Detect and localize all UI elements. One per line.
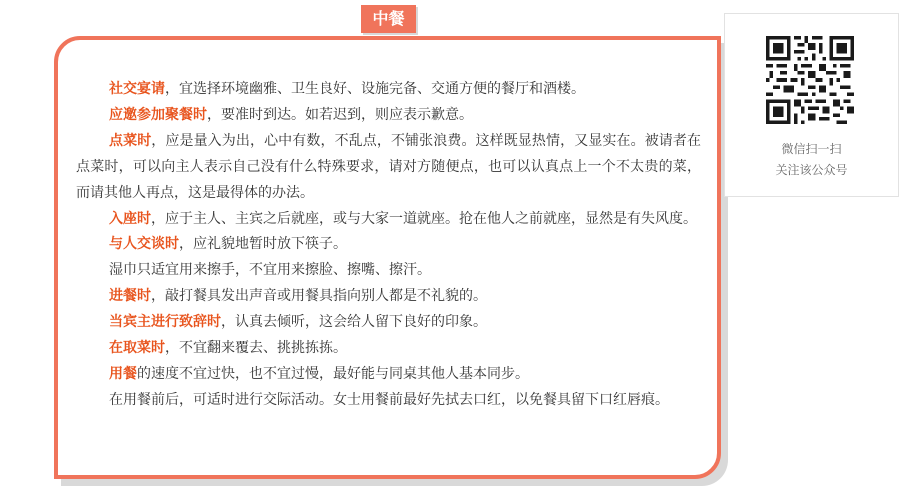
paragraph <box>76 284 701 310</box>
qr-panel <box>724 13 899 197</box>
qr-code-icon <box>766 36 854 124</box>
paragraph-keyword: 入座时 <box>109 210 151 227</box>
paragraph <box>76 103 701 129</box>
paragraph-text: ，不宜翻来覆去、挑挑拣拣。 <box>165 340 347 357</box>
paragraph <box>76 336 701 362</box>
qr-caption-line1: 微信扫一扫 <box>781 142 842 156</box>
article-body <box>76 77 701 414</box>
paragraph-keyword: 当宾主进行致辞时 <box>109 314 221 331</box>
paragraph-text: ，宜选择环境幽雅、卫生良好、设施完备、交通方便的餐厅和酒楼。 <box>165 81 585 97</box>
paragraph-text: ，应是量入为出，心中有数，不乱点，不铺张浪费。这样既显热情，又显实在。被请者在点菜时，可以向主人表示自己没有什么特殊要求，请对方随便点，也可以认真点上一个不太贵的菜，而请其他人再点，这是最得体的办法。 <box>76 132 702 201</box>
section-tab: 中餐 <box>361 5 416 33</box>
paragraph-text: 在用餐前后，可适时进行交际活动。女士用餐前最好先拭去口红，以免餐具留下口红唇痕。 <box>109 391 669 408</box>
paragraph <box>76 77 701 103</box>
paragraph <box>76 232 701 258</box>
content-card <box>54 36 721 479</box>
paragraph <box>76 207 701 233</box>
paragraph-text: ，应于主人、主宾之后就座，或与大家一道就座。抢在他人之前就座，显然是有失风度。 <box>151 210 697 227</box>
paragraph-keyword: 在取菜时 <box>109 340 165 357</box>
paragraph-text: ，要准时到达。如若迟到，则应表示歉意。 <box>207 106 473 123</box>
paragraph-keyword: 点菜时 <box>109 132 152 149</box>
paragraph <box>76 388 701 414</box>
paragraph <box>76 129 701 207</box>
paragraph-text: ，应礼貌地暂时放下筷子。 <box>179 236 347 253</box>
paragraph <box>76 310 701 336</box>
paragraph-text: ，认真去倾听，这会给人留下良好的印象。 <box>221 314 487 331</box>
paragraph-keyword: 社交宴请 <box>109 81 165 97</box>
qr-caption <box>725 139 898 181</box>
paragraph-keyword: 与人交谈时 <box>109 236 179 253</box>
paragraph-keyword: 进餐时 <box>109 288 151 305</box>
paragraph-text: 湿巾只适宜用来擦手，不宜用来擦脸、擦嘴、擦汗。 <box>109 262 431 279</box>
paragraph-keyword: 应邀参加聚餐时 <box>109 106 207 123</box>
paragraph <box>76 258 701 284</box>
paragraph-text: ，敲打餐具发出声音或用餐具指向别人都是不礼貌的。 <box>151 288 487 305</box>
paragraph-text: 的速度不宜过快，也不宜过慢，最好能与同桌其他人基本同步。 <box>137 365 529 382</box>
paragraph-keyword: 用餐 <box>109 365 137 382</box>
qr-caption-line2: 关注该公众号 <box>775 163 848 177</box>
paragraph <box>76 362 701 388</box>
